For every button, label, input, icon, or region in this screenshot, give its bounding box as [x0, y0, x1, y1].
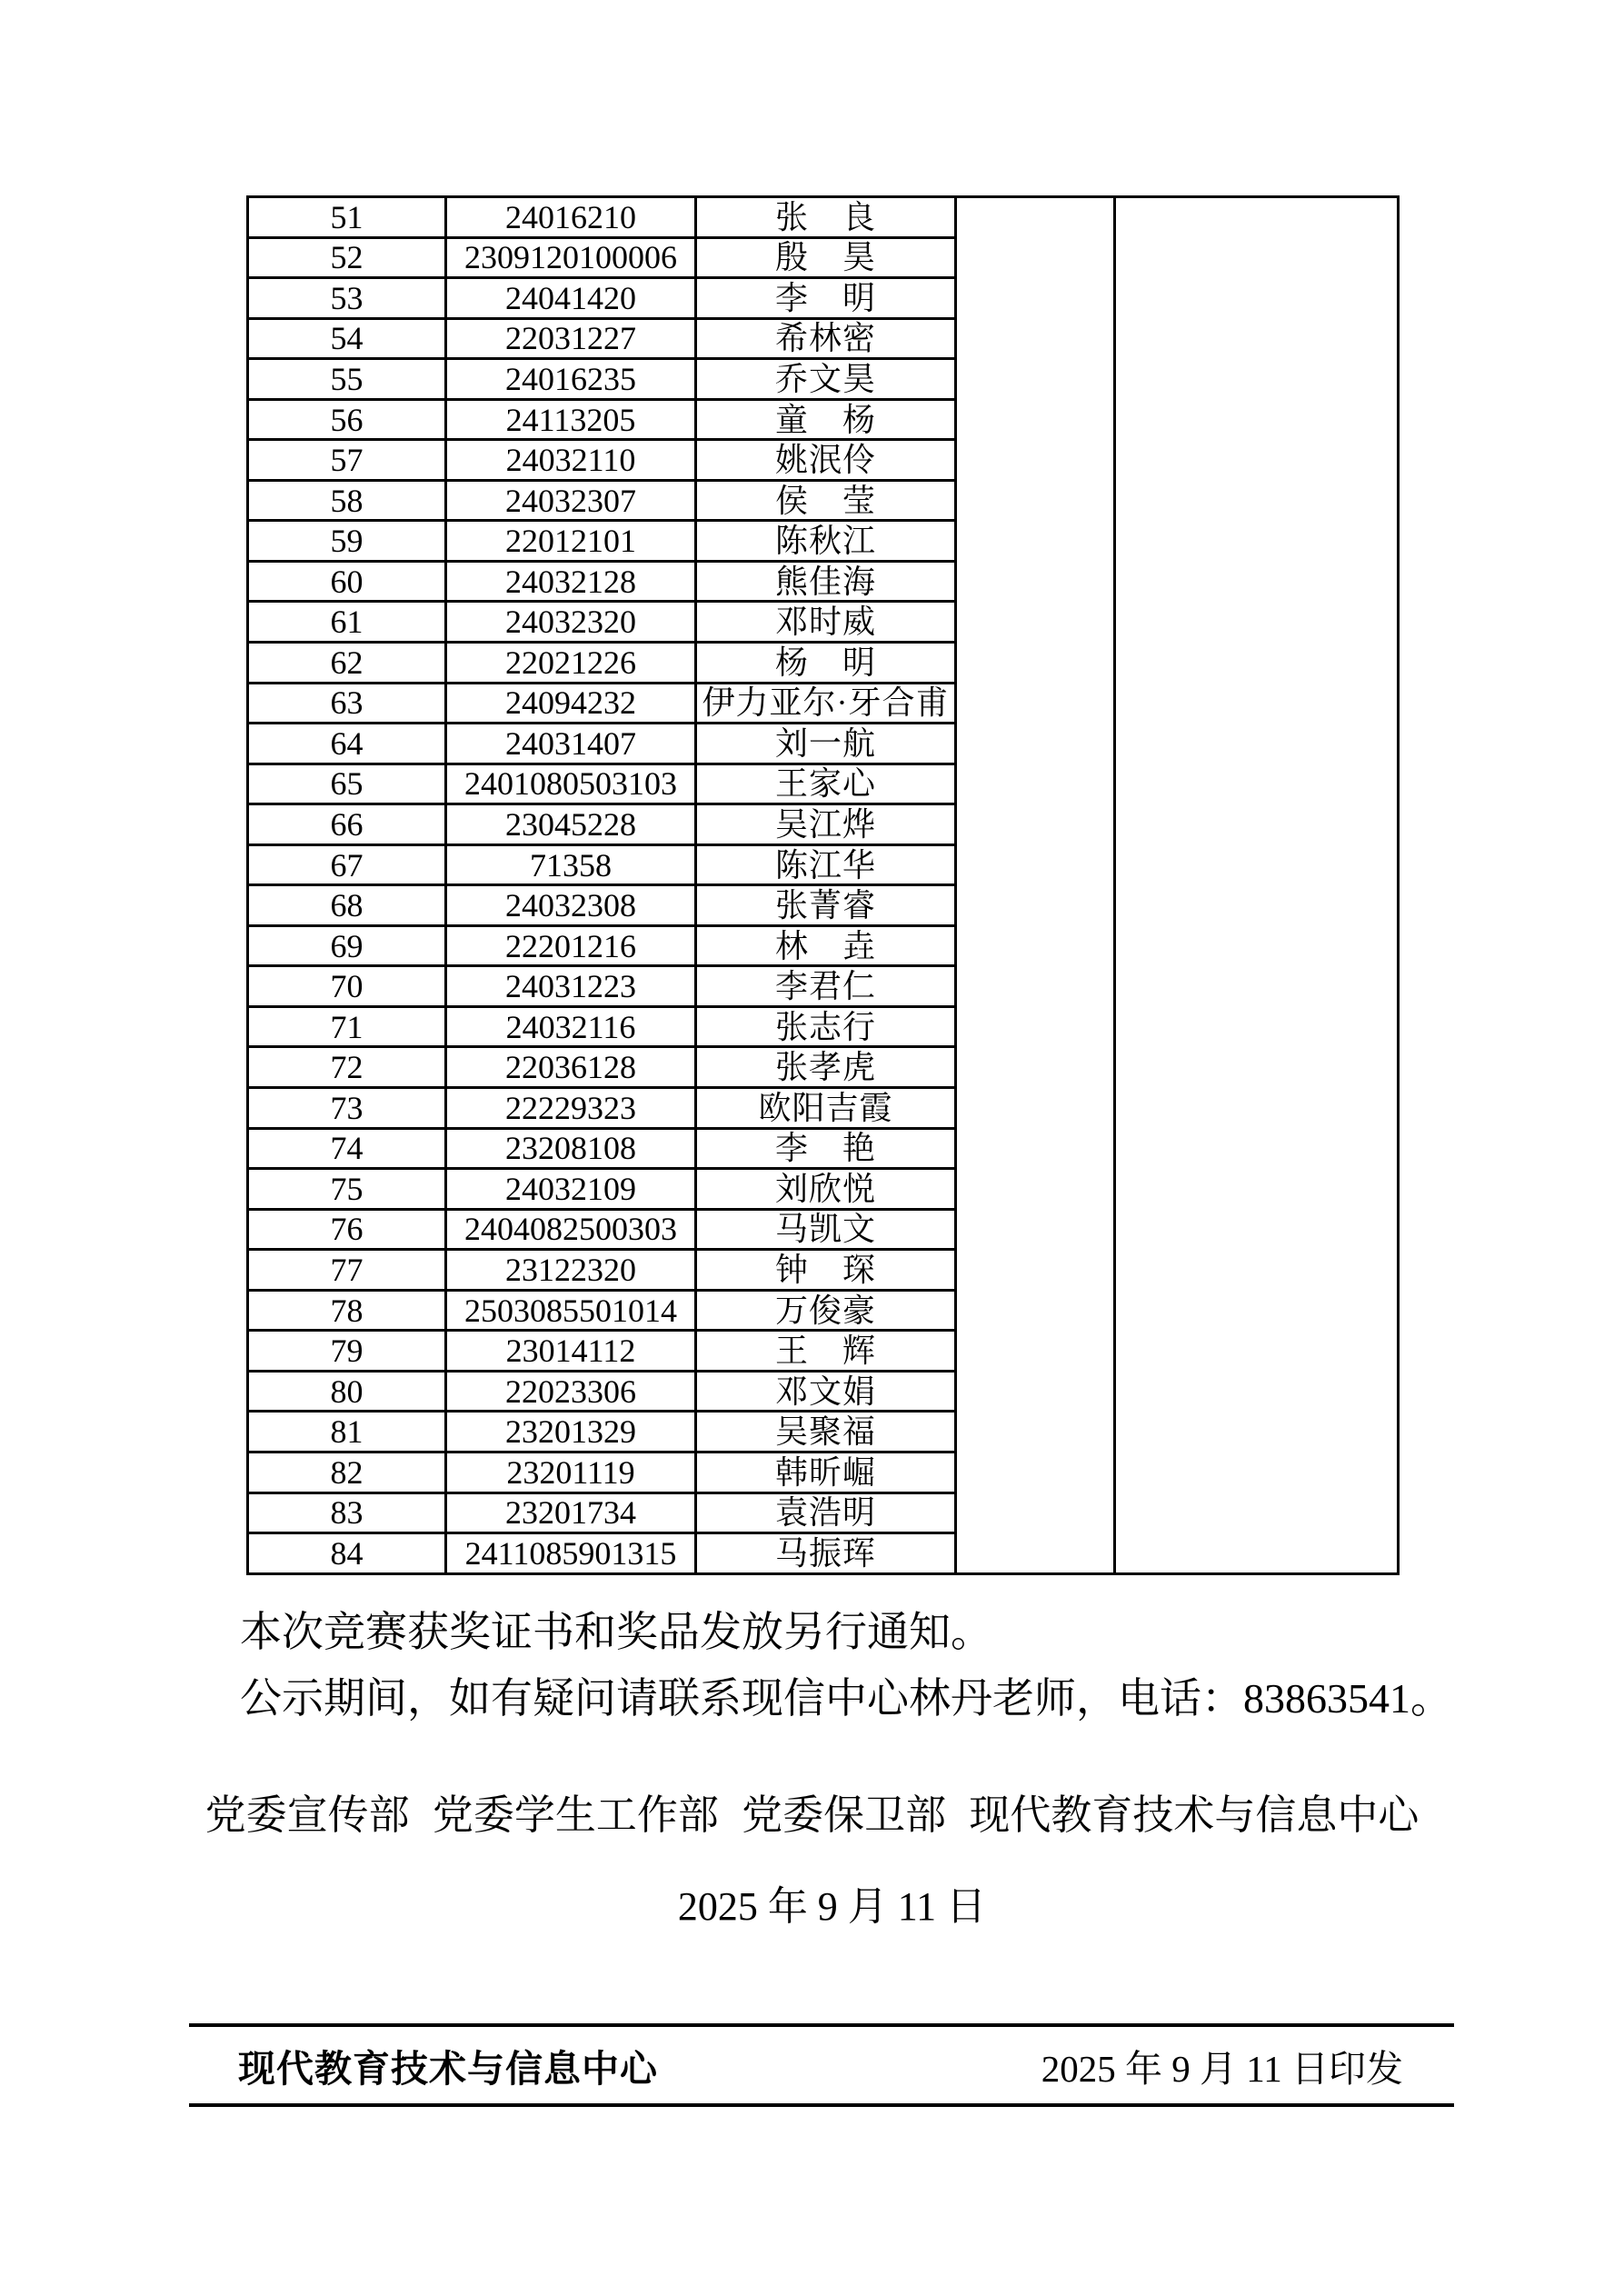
empty-column-1-cell — [956, 197, 1115, 1574]
student-id-cell: 22012101 — [446, 521, 696, 562]
student-id-cell: 24032109 — [446, 1169, 696, 1210]
name-cell: 殷 昊 — [696, 237, 956, 278]
rank-cell: 56 — [248, 399, 446, 440]
footer — [189, 2023, 1454, 2107]
student-id-cell: 24031407 — [446, 724, 696, 764]
name-cell: 欧阳吉霞 — [696, 1088, 956, 1129]
rank-cell: 64 — [248, 724, 446, 764]
name-cell: 韩昕崛 — [696, 1452, 956, 1492]
document-date: 2025 年 9 月 11 日 — [677, 1884, 987, 1929]
name-cell: 张 良 — [696, 197, 956, 238]
notice-line-1: 本次竞赛获奖证书和奖品发放另行通知。 — [240, 1609, 992, 1655]
name-cell: 乔文昊 — [696, 359, 956, 400]
student-id-cell: 22023306 — [446, 1371, 696, 1412]
student-id-cell: 23045228 — [446, 804, 696, 845]
empty-column-2-cell — [1115, 197, 1399, 1574]
name-cell: 袁浩明 — [696, 1492, 956, 1533]
student-id-cell: 24113205 — [446, 399, 696, 440]
student-id-cell: 22229323 — [446, 1088, 696, 1129]
student-id-cell: 2404082500303 — [446, 1209, 696, 1250]
name-cell: 姚泯伶 — [696, 440, 956, 481]
rank-cell: 57 — [248, 440, 446, 481]
name-cell: 伊力亚尔·牙合甫 — [696, 683, 956, 724]
student-id-cell: 24041420 — [446, 278, 696, 319]
name-cell: 林 垚 — [696, 925, 956, 966]
student-id-cell: 24032110 — [446, 440, 696, 481]
student-id-cell: 24032320 — [446, 602, 696, 643]
award-table — [246, 195, 1400, 1575]
rank-cell: 79 — [248, 1331, 446, 1372]
rank-cell: 65 — [248, 764, 446, 804]
name-cell: 马凯文 — [696, 1209, 956, 1250]
footer-issue-date: 2025 年 9 月 11 日印发 — [1041, 2047, 1403, 2090]
student-id-cell: 23201329 — [446, 1412, 696, 1452]
rank-cell: 51 — [248, 197, 446, 238]
rank-cell: 83 — [248, 1492, 446, 1533]
student-id-cell: 2309120100006 — [446, 237, 696, 278]
student-id-cell: 24094232 — [446, 683, 696, 724]
rank-cell: 67 — [248, 844, 446, 885]
student-id-cell: 24031223 — [446, 966, 696, 1007]
name-cell: 吴江烨 — [696, 804, 956, 845]
student-id-cell: 24016210 — [446, 197, 696, 238]
footer-issuer: 现代教育技术与信息中心 — [238, 2047, 658, 2090]
name-cell: 张志行 — [696, 1006, 956, 1047]
rank-cell: 71 — [248, 1006, 446, 1047]
footer-rule-bottom — [189, 2103, 1454, 2107]
rank-cell: 81 — [248, 1412, 446, 1452]
name-cell: 刘一航 — [696, 724, 956, 764]
rank-cell: 58 — [248, 480, 446, 521]
award-table-body — [248, 197, 1399, 1574]
student-id-cell: 24032128 — [446, 561, 696, 602]
name-cell: 万俊豪 — [696, 1290, 956, 1331]
student-id-cell: 24032116 — [446, 1006, 696, 1047]
student-id-cell: 24016235 — [446, 359, 696, 400]
rank-cell: 66 — [248, 804, 446, 845]
rank-cell: 84 — [248, 1533, 446, 1574]
student-id-cell: 71358 — [446, 844, 696, 885]
name-cell: 李 明 — [696, 278, 956, 319]
rank-cell: 75 — [248, 1169, 446, 1210]
student-id-cell: 2401080503103 — [446, 764, 696, 804]
name-cell: 邓时威 — [696, 602, 956, 643]
issuing-departments: 党委宣传部 党委学生工作部 党委保卫部 现代教育技术与信息中心 — [204, 1792, 1420, 1838]
student-id-cell: 24032307 — [446, 480, 696, 521]
name-cell: 邓文娟 — [696, 1371, 956, 1412]
name-cell: 马振珲 — [696, 1533, 956, 1574]
name-cell: 钟 琛 — [696, 1250, 956, 1291]
rank-cell: 61 — [248, 602, 446, 643]
rank-cell: 69 — [248, 925, 446, 966]
rank-cell: 63 — [248, 683, 446, 724]
name-cell: 陈江华 — [696, 844, 956, 885]
name-cell: 希林密 — [696, 318, 956, 359]
name-cell: 童 杨 — [696, 399, 956, 440]
rank-cell: 72 — [248, 1047, 446, 1088]
rank-cell: 78 — [248, 1290, 446, 1331]
student-id-cell: 23201119 — [446, 1452, 696, 1492]
rank-cell: 68 — [248, 885, 446, 926]
name-cell: 吴聚福 — [696, 1412, 956, 1452]
rank-cell: 73 — [248, 1088, 446, 1129]
student-id-cell: 23122320 — [446, 1250, 696, 1291]
rank-cell: 59 — [248, 521, 446, 562]
rank-cell: 52 — [248, 237, 446, 278]
student-id-cell: 22021226 — [446, 643, 696, 684]
rank-cell: 82 — [248, 1452, 446, 1492]
rank-cell: 55 — [248, 359, 446, 400]
table-row — [248, 197, 1399, 238]
notice-line-2: 公示期间，如有疑问请联系现信中心林丹老师，电话：83863541。 — [240, 1675, 1452, 1722]
name-cell: 张孝虎 — [696, 1047, 956, 1088]
rank-cell: 77 — [248, 1250, 446, 1291]
rank-cell: 76 — [248, 1209, 446, 1250]
rank-cell: 74 — [248, 1128, 446, 1169]
student-id-cell: 2411085901315 — [446, 1533, 696, 1574]
student-id-cell: 22201216 — [446, 925, 696, 966]
name-cell: 李君仁 — [696, 966, 956, 1007]
student-id-cell: 24032308 — [446, 885, 696, 926]
student-id-cell: 22031227 — [446, 318, 696, 359]
name-cell: 王家心 — [696, 764, 956, 804]
name-cell: 刘欣悦 — [696, 1169, 956, 1210]
student-id-cell: 22036128 — [446, 1047, 696, 1088]
rank-cell: 53 — [248, 278, 446, 319]
rank-cell: 80 — [248, 1371, 446, 1412]
name-cell: 侯 莹 — [696, 480, 956, 521]
notice-section — [156, 1599, 1483, 1732]
student-id-cell: 23014112 — [446, 1331, 696, 1372]
student-id-cell: 2503085501014 — [446, 1290, 696, 1331]
name-cell: 陈秋江 — [696, 521, 956, 562]
name-cell: 杨 明 — [696, 643, 956, 684]
footer-row — [189, 2027, 1454, 2103]
name-cell: 李 艳 — [696, 1128, 956, 1169]
rank-cell: 60 — [248, 561, 446, 602]
rank-cell: 54 — [248, 318, 446, 359]
name-cell: 王 辉 — [696, 1331, 956, 1372]
student-id-cell: 23201734 — [446, 1492, 696, 1533]
rank-cell: 70 — [248, 966, 446, 1007]
rank-cell: 62 — [248, 643, 446, 684]
name-cell: 熊佳海 — [696, 561, 956, 602]
student-id-cell: 23208108 — [446, 1128, 696, 1169]
name-cell: 张菁睿 — [696, 885, 956, 926]
